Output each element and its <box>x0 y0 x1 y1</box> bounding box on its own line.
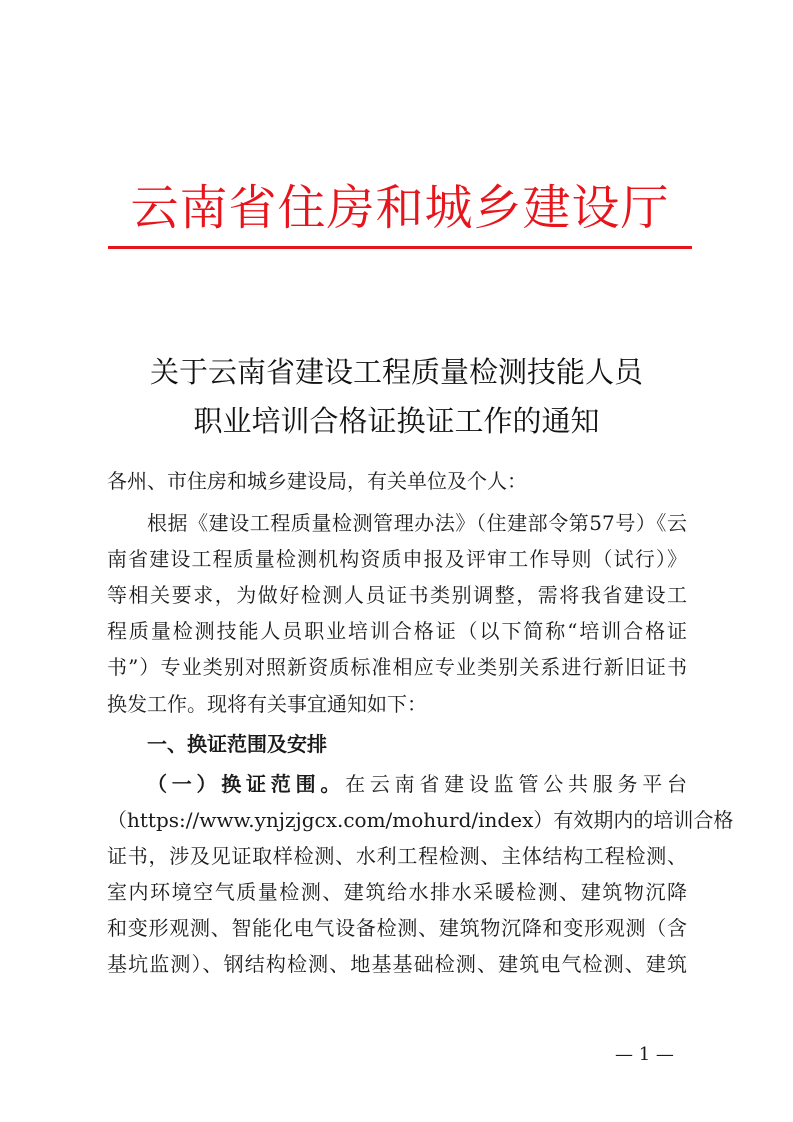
subsection-line: 和变形观测、智能化电气设备检测、建筑物沉降和变形观测（含 <box>107 916 687 940</box>
paragraph-line: 换发工作。现将有关事宜通知如下： <box>107 692 427 716</box>
paragraph-line: 书”）专业类别对照新资质标准相应专业类别关系进行新旧证书 <box>107 655 687 679</box>
document-title-line-2: 职业培训合格证换证工作的通知 <box>193 404 600 438</box>
subsection-line: （https://www.ynjzjgcx.com/mohurd/index）有效期内的培训合格 <box>107 808 734 832</box>
paragraph-line: 南省建设工程质量检测机构资质申报及评审工作导则（试行）》 <box>107 547 687 571</box>
subsection-line: 证书，涉及见证取样检测、水利工程检测、主体结构工程检测、 <box>107 844 687 868</box>
paragraph-line: 根据《建设工程质量检测管理办法》（住建部令第57号）《云 <box>147 511 687 535</box>
paragraph-line: 等相关要求，为做好检测人员证书类别调整，需将我省建设工 <box>107 583 687 607</box>
salutation: 各州、市住房和城乡建设局，有关单位及个人： <box>107 469 527 493</box>
issuer-header: 云南省住房和城乡建设厅 <box>130 180 670 236</box>
paragraph-line: 程质量检测技能人员职业培训合格证（以下简称“培训合格证 <box>107 619 687 643</box>
subsection-first-line-text: 在云南省建设监管公共服务平台 <box>345 772 688 796</box>
subsection-line: 基坑监测）、钢结构检测、地基基础检测、建筑电气检测、建筑 <box>107 952 687 976</box>
page-number: — 1 — <box>615 1044 674 1065</box>
section-heading: 一、换证范围及安排 <box>147 732 327 756</box>
subsection-first-line <box>147 770 687 798</box>
document-title-line-1: 关于云南省建设工程质量检测技能人员 <box>149 355 643 389</box>
red-divider <box>108 246 692 249</box>
subsection-lead: （一）换证范围。 <box>147 772 346 796</box>
subsection-line: 室内环境空气质量检测、建筑给水排水采暖检测、建筑物沉降 <box>107 880 687 904</box>
